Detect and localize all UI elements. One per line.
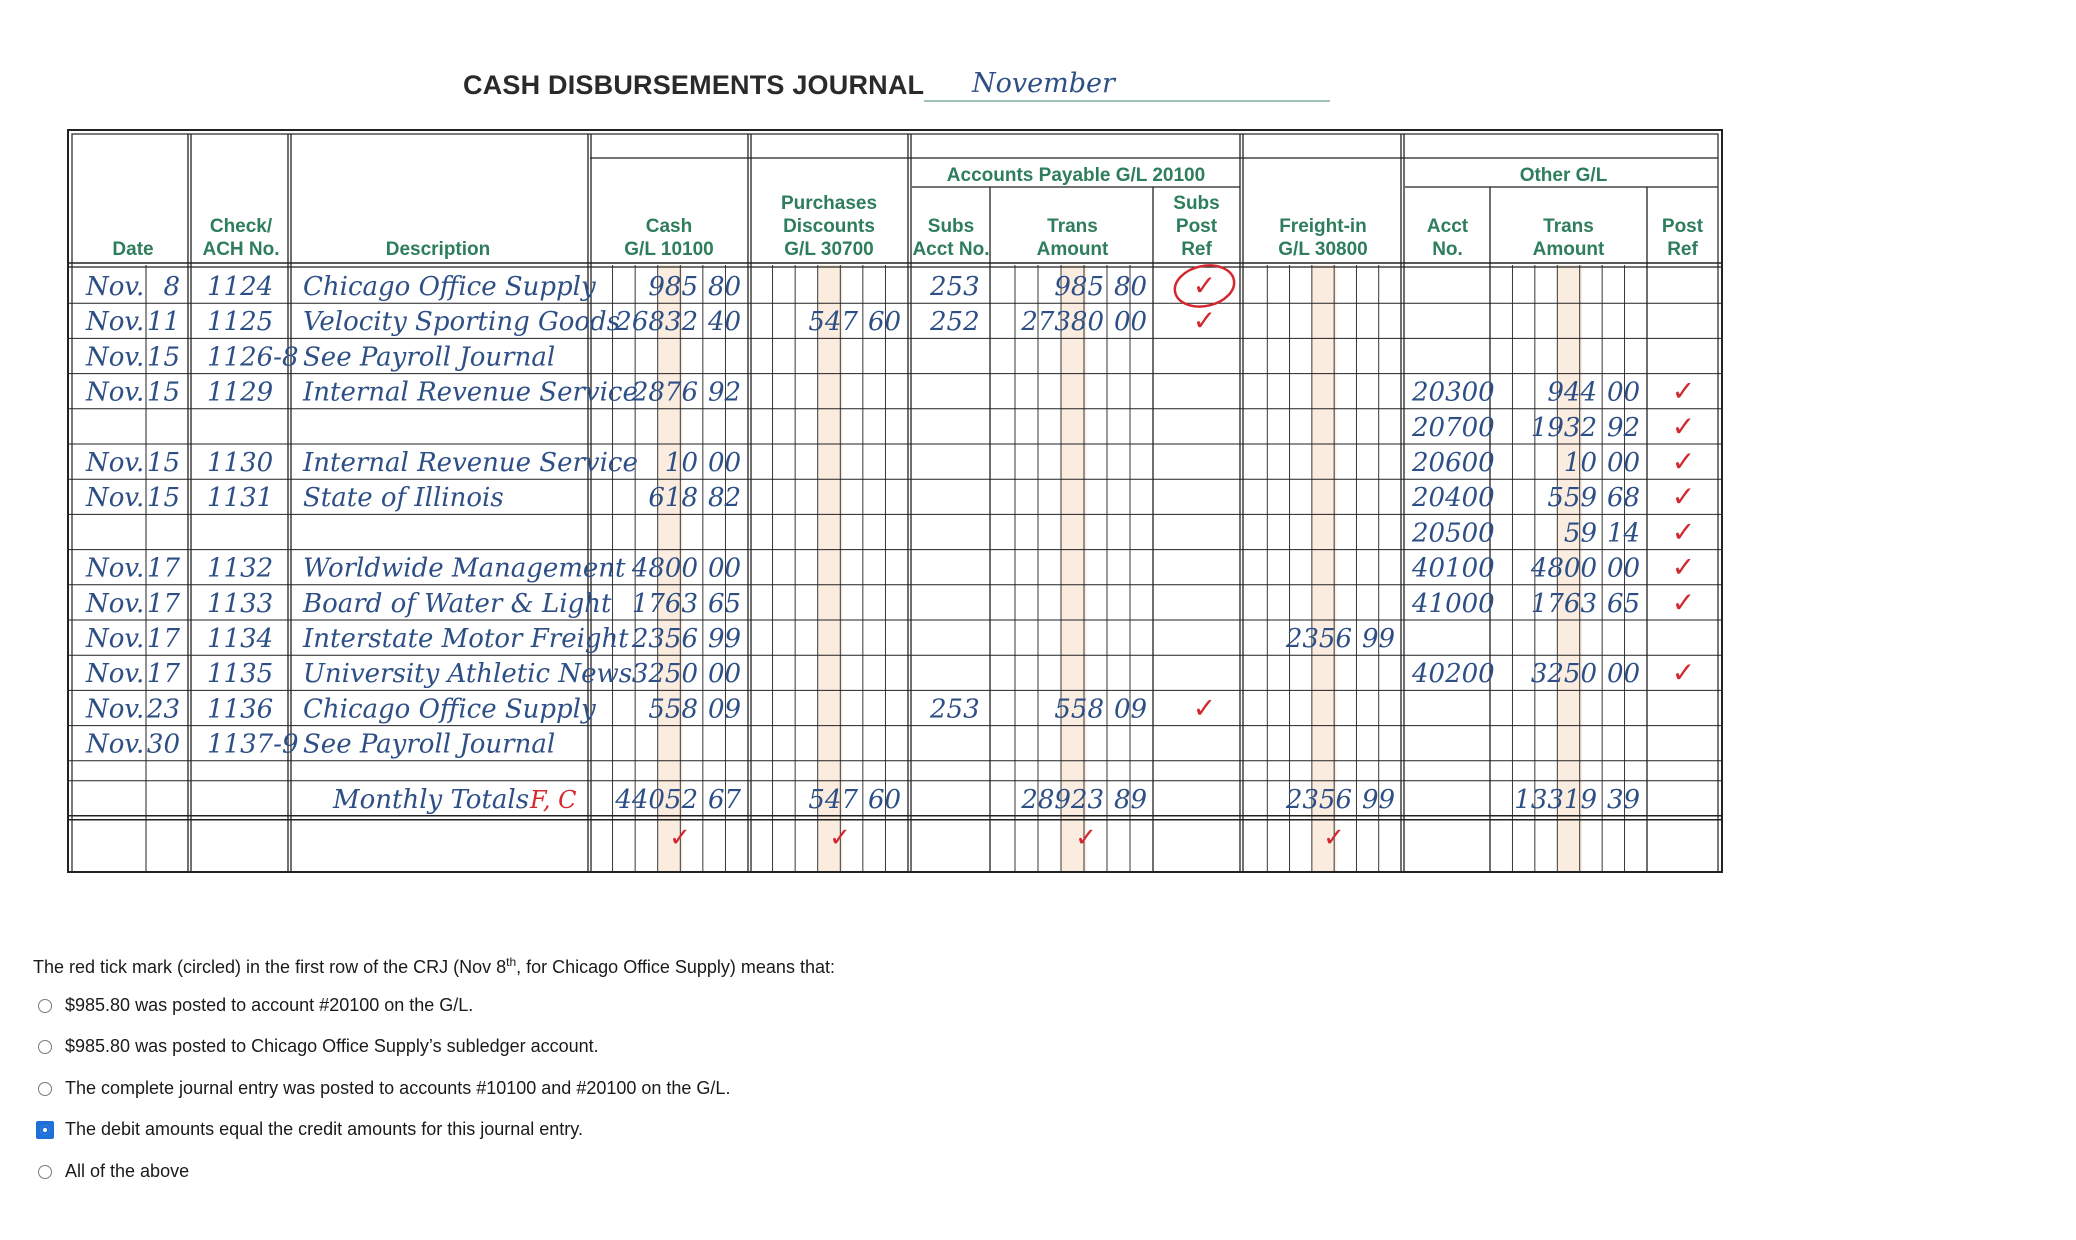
entry-day: 17 — [146, 624, 180, 654]
entry-cash-cents: 00 — [708, 448, 742, 478]
header-accounts-payable: Accounts Payable G/L 20100 — [946, 165, 1206, 186]
entry-other-amount-cents: 65 — [1607, 588, 1641, 619]
answer-option-2[interactable] — [38, 1036, 599, 1057]
radio-button-5[interactable] — [38, 1165, 52, 1179]
entry-cash-dollars: 3250 — [631, 659, 698, 690]
entry-cash-cents: 65 — [708, 588, 742, 619]
entry-other-acct: 40100 — [1412, 553, 1495, 584]
entry-other-post-ref-tick: ✓ — [1671, 409, 1696, 443]
entry-other-amount-dollars: 59 — [1563, 518, 1597, 549]
entry-description: Board of Water & Light — [303, 588, 612, 619]
entry-other-post-ref-tick: ✓ — [1671, 550, 1696, 584]
entry-ap-post-ref-tick: ✓ — [1192, 304, 1217, 338]
header-purchases-discounts: G/L 30700 — [784, 239, 874, 260]
header-ap-post-ref: Ref — [1181, 239, 1212, 260]
entry-other-post-ref-tick: ✓ — [1671, 515, 1696, 549]
entry-ap-amount-cents: 80 — [1114, 272, 1148, 302]
entry-cash-dollars: 4800 — [631, 553, 698, 584]
entry-month: Nov. — [86, 377, 145, 408]
entry-cash-dollars: 26832 — [615, 307, 698, 338]
header-ap-post-ref: Subs — [1173, 193, 1220, 214]
entry-day: 23 — [146, 694, 180, 725]
entry-cash-cents: 00 — [708, 553, 742, 584]
entry-other-acct: 40200 — [1412, 659, 1495, 690]
entry-ap-subs-acct: 253 — [930, 272, 980, 302]
entry-other-post-ref-tick: ✓ — [1671, 480, 1696, 514]
question-text-before: The red tick mark (circled) in the first row of the CRJ (Nov 8 — [33, 957, 507, 977]
header-date: Date — [112, 239, 154, 260]
entry-other-amount-dollars: 1932 — [1530, 412, 1597, 443]
header-other-trans-amount: Trans — [1543, 216, 1594, 237]
answer-option-5[interactable] — [38, 1161, 189, 1182]
entry-description: Interstate Motor Freight — [303, 624, 629, 654]
header-ap-post-ref: Post — [1175, 216, 1218, 237]
entry-other-acct: 41000 — [1412, 588, 1495, 619]
entry-description: See Payroll Journal — [303, 342, 556, 373]
entry-ap-post-ref-tick: ✓ — [1192, 691, 1217, 725]
entry-cash-dollars: 2356 — [631, 624, 698, 654]
entry-cash-dollars: 558 — [648, 694, 698, 725]
entry-check-no: 1131 — [207, 483, 274, 514]
header-other-trans-amount: Amount — [1532, 239, 1605, 260]
entry-other-amount-cents: 00 — [1607, 448, 1641, 478]
entry-description: See Payroll Journal — [303, 729, 556, 760]
entry-other-acct: 20400 — [1412, 483, 1495, 514]
answer-option-4[interactable] — [38, 1119, 583, 1140]
entry-description: Worldwide Management — [303, 553, 626, 584]
entry-cash-dollars: 618 — [648, 483, 698, 514]
entry-check-no: 1132 — [207, 553, 274, 584]
answer-option-label: All of the above — [65, 1161, 190, 1181]
header-ap-trans-amount: Amount — [1036, 239, 1109, 260]
entry-month: Nov. — [86, 307, 145, 338]
entry-day: 15 — [146, 448, 180, 478]
entry-ap-amount-dollars: 985 — [1054, 272, 1104, 302]
entry-other-amount-cents: 68 — [1607, 483, 1641, 514]
entry-ap-amount-dollars: 27380 — [1021, 307, 1104, 338]
entry-day: 15 — [146, 483, 180, 514]
entry-month: Nov. — [86, 448, 145, 478]
header-ap-trans-amount: Trans — [1047, 216, 1098, 237]
entry-other-amount-dollars: 559 — [1547, 483, 1597, 514]
entry-ap-amount-cents: 00 — [1114, 307, 1148, 338]
entry-other-post-ref-tick: ✓ — [1671, 445, 1696, 478]
entry-other-amount-cents: 14 — [1607, 518, 1641, 549]
answer-option-1[interactable] — [38, 995, 473, 1016]
entry-other-amount-dollars: 4800 — [1530, 553, 1597, 584]
header-other-post-ref: Post — [1661, 216, 1704, 237]
header-check: ACH No. — [202, 239, 280, 260]
entry-other-amount-dollars: 944 — [1547, 377, 1597, 408]
entry-freight-cents: 99 — [1362, 624, 1396, 654]
answer-option-label: $985.80 was posted to account #20100 on the G/L. — [65, 995, 474, 1015]
header-other-acct: Acct — [1426, 216, 1469, 237]
entry-cash-dollars: 10 — [664, 448, 698, 478]
entry-cash-cents: 09 — [708, 694, 742, 725]
total-ap-amount-dollars: 28923 — [1021, 784, 1104, 815]
entry-check-no: 1124 — [207, 272, 274, 302]
entry-other-amount-cents: 00 — [1607, 659, 1641, 690]
entry-other-amount-dollars: 3250 — [1530, 659, 1597, 690]
entry-other-amount-cents: 00 — [1607, 553, 1641, 584]
entry-ap-subs-acct: 252 — [930, 307, 980, 338]
entry-other-acct: 20300 — [1412, 377, 1495, 408]
journal-title: CASH DISBURSEMENTS JOURNAL — [463, 70, 925, 100]
entry-check-no: 1125 — [207, 307, 274, 338]
entry-cash-cents: 00 — [708, 659, 742, 690]
entry-day: 17 — [146, 588, 180, 619]
entry-other-acct: 20500 — [1412, 518, 1495, 549]
header-ap-subs-acct: Acct No. — [912, 239, 990, 260]
entry-day: 8 — [163, 272, 180, 302]
entry-check-no: 1133 — [207, 588, 274, 619]
entry-discount-dollars: 547 — [808, 307, 858, 338]
entry-day: 30 — [146, 729, 180, 760]
header-other-post-ref: Ref — [1667, 239, 1698, 260]
entry-month: Nov. — [86, 694, 145, 725]
entry-check-no: 1136 — [207, 694, 274, 725]
total-other-amount-dollars: 13319 — [1514, 784, 1597, 815]
totals-posted-tick: ✓ — [829, 822, 851, 853]
entry-other-amount-cents: 00 — [1607, 377, 1641, 408]
question-text — [33, 955, 835, 978]
entry-check-no: 1135 — [207, 659, 274, 690]
entry-ap-amount-cents: 09 — [1114, 694, 1148, 725]
entry-month: Nov. — [86, 272, 145, 302]
entry-description: Chicago Office Supply — [303, 694, 596, 725]
entry-freight-dollars: 2356 — [1285, 624, 1352, 654]
entry-description: State of Illinois — [303, 483, 504, 514]
header-cash: Cash — [645, 216, 693, 237]
entry-other-amount-cents: 92 — [1607, 412, 1641, 443]
entry-cash-cents: 82 — [708, 483, 742, 514]
answer-option-label: $985.80 was posted to Chicago Office Supply’s subledger account. — [65, 1036, 599, 1056]
entry-other-post-ref-tick: ✓ — [1671, 585, 1696, 619]
entry-description: Velocity Sporting Goods — [303, 307, 621, 338]
entry-month: Nov. — [86, 624, 145, 654]
totals-posted-tick: ✓ — [1075, 822, 1097, 853]
entry-other-post-ref-tick: ✓ — [1671, 374, 1696, 408]
entry-ap-post-ref-tick: ✓ — [1192, 269, 1217, 302]
header-other-gl: Other G/L — [1519, 165, 1608, 186]
entry-day: 17 — [146, 659, 180, 690]
entry-month: Nov. — [86, 483, 145, 514]
radio-button-1[interactable] — [38, 999, 52, 1013]
entry-day: 15 — [146, 342, 180, 373]
header-other-acct: No. — [1432, 239, 1463, 260]
answer-option-3[interactable] — [38, 1078, 730, 1099]
entry-other-amount-dollars: 1763 — [1530, 588, 1597, 619]
entry-check-no: 1130 — [207, 448, 274, 478]
answer-option-label: The debit amounts equal the credit amounts for this journal entry. — [65, 1119, 583, 1139]
total-freight-dollars: 2356 — [1285, 784, 1352, 815]
total-cash-dollars: 44052 — [615, 784, 698, 815]
total-ap-amount-cents: 89 — [1114, 784, 1148, 815]
entry-month: Nov. — [86, 588, 145, 619]
entry-description: University Athletic News — [303, 659, 633, 690]
answer-option-label: The complete journal entry was posted to accounts #10100 and #20100 on the G/L. — [65, 1078, 731, 1098]
header-freight-in: G/L 30800 — [1278, 239, 1368, 260]
question-text-after: , for Chicago Office Supply) means that: — [516, 957, 835, 977]
header-purchases-discounts: Discounts — [783, 216, 875, 237]
entry-cash-cents: 92 — [708, 377, 742, 408]
entry-day: 11 — [146, 307, 180, 338]
entry-other-acct: 20600 — [1412, 448, 1495, 478]
header-check: Check/ — [209, 216, 273, 237]
header-purchases-discounts: Purchases — [780, 193, 878, 214]
entry-ap-subs-acct: 253 — [930, 694, 980, 725]
entry-cash-cents: 99 — [708, 624, 742, 654]
entry-ap-amount-dollars: 558 — [1054, 694, 1104, 725]
entry-check-no: 1134 — [207, 624, 274, 654]
total-other-amount-cents: 39 — [1607, 784, 1641, 815]
entry-cash-cents: 40 — [708, 307, 742, 338]
total-discount-dollars: 547 — [808, 784, 858, 815]
entry-cash-dollars: 985 — [648, 272, 698, 302]
entry-month: Nov. — [86, 342, 145, 373]
totals-posted-tick: ✓ — [669, 822, 691, 853]
journal-month: November — [972, 68, 1115, 99]
entry-check-no: 1137-9 — [207, 729, 299, 760]
monthly-totals-label: Monthly Totals — [333, 784, 530, 815]
entry-cash-cents: 80 — [708, 272, 742, 302]
entry-cash-dollars: 2876 — [631, 377, 698, 408]
total-discount-cents: 60 — [868, 784, 902, 815]
totals-footing-crossfoot-marks: F, C — [530, 785, 577, 814]
total-cash-cents: 67 — [708, 784, 742, 815]
entry-other-post-ref-tick: ✓ — [1671, 656, 1696, 690]
header-description: Description — [385, 239, 491, 260]
entry-discount-cents: 60 — [868, 307, 902, 338]
entry-day: 15 — [146, 377, 180, 408]
entry-month: Nov. — [86, 729, 145, 760]
entry-description: Internal Revenue Service — [303, 448, 638, 478]
radio-button-2[interactable] — [38, 1040, 52, 1054]
radio-button-4-selected[interactable] — [36, 1121, 54, 1139]
entry-day: 17 — [146, 553, 180, 584]
header-cash: G/L 10100 — [624, 239, 714, 260]
entry-other-acct: 20700 — [1412, 412, 1495, 443]
totals-posted-tick: ✓ — [1323, 822, 1345, 853]
entry-description: Internal Revenue Service — [303, 377, 638, 408]
entry-description: Chicago Office Supply — [303, 272, 596, 302]
question-superscript: th — [506, 955, 517, 969]
total-freight-cents: 99 — [1362, 784, 1396, 815]
entry-other-amount-dollars: 10 — [1563, 448, 1597, 478]
entry-check-no: 1129 — [207, 377, 274, 408]
entry-check-no: 1126-8 — [207, 342, 299, 373]
entry-month: Nov. — [86, 659, 145, 690]
header-ap-subs-acct: Subs — [927, 216, 975, 237]
entry-cash-dollars: 1763 — [631, 588, 698, 619]
header-freight-in: Freight-in — [1279, 216, 1367, 237]
entry-month: Nov. — [86, 553, 145, 584]
radio-button-3[interactable] — [38, 1082, 52, 1096]
